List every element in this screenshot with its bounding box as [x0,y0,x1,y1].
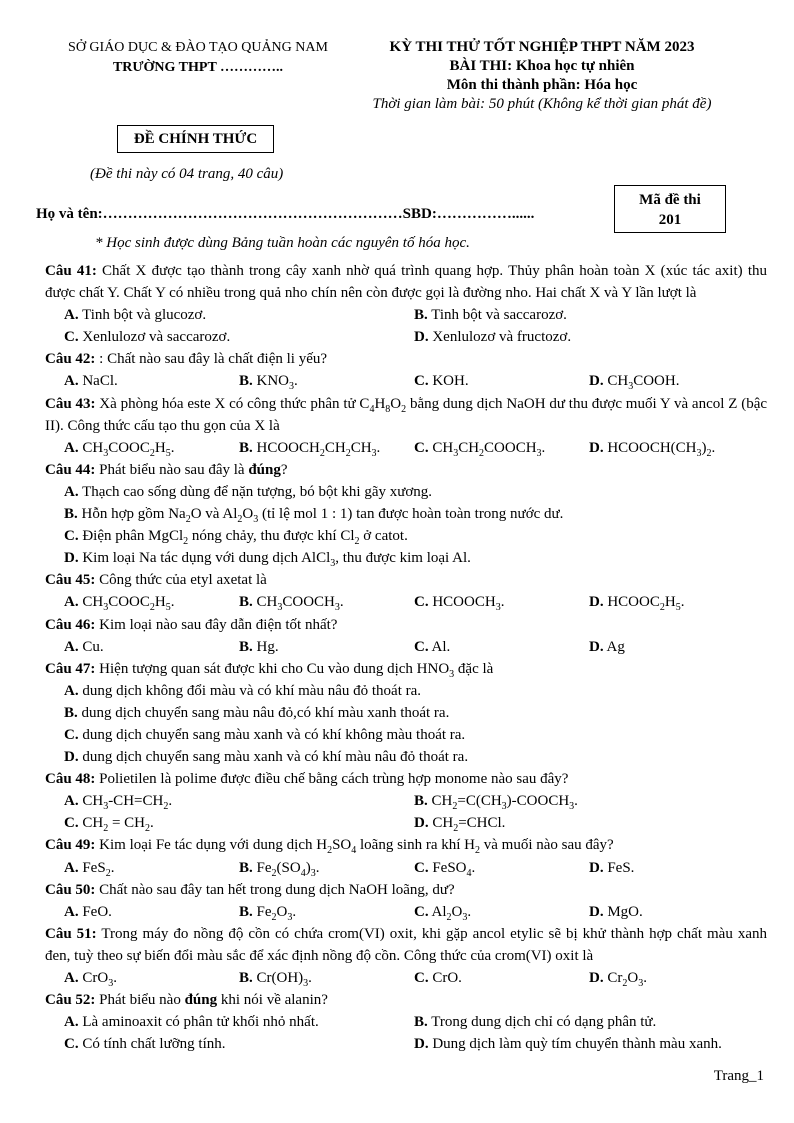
question-text: : Chất nào sau đây là chất điện li yếu? [95,351,328,368]
question-52 [45,989,767,1055]
option-letter: C. [414,638,429,655]
question-text: Xà phòng hóa este X có công thức phân tử $C_4H_8O_2$ bằng dung dịch NaOH dư thu được muối Y và ancol Z (bậc II). Công thức cấu tạo thu gọn của X là [45,395,768,434]
question-stem [45,989,767,1011]
question-text: Polietilen là polime được điều chế bằng cách trùng hợp monome nào sau đây? [95,771,569,788]
answer-option-d [589,901,764,923]
page-number: Trang_1 [713,1068,764,1084]
answer-option-c [64,812,414,834]
option-text: Thạch cao sống dùng để nặn tượng, bó bột khi gãy xương. [78,483,433,500]
option-text: dung dịch chuyển sang màu xanh và có khí màu nâu đỏ thoát ra. [78,749,469,766]
question-stem [45,459,767,481]
option-text: $CH_3COOC_2H_5$. [78,439,175,459]
option-letter: D. [589,970,604,986]
question-46 [45,614,767,658]
question-44 [45,459,767,569]
options-row [45,636,767,658]
option-letter: B. [414,793,428,810]
answer-option-c [414,967,589,989]
answer-option-a [64,636,239,658]
option-text: Là aminoaxit có phân tử khối nhỏ nhất. [78,1014,319,1031]
answer-option-d [414,1033,764,1055]
option-text: Có tính chất lưỡng tính. [78,1036,226,1053]
answer-option-d [45,547,767,569]
answer-option-d [589,636,764,658]
option-letter: B. [64,704,78,721]
option-text: KOH. [428,373,469,390]
subject-group: BÀI THI: Khoa học tự nhiên [449,58,635,74]
option-text: Xenlulozơ và saccarozơ. [78,329,231,346]
pages-note: (Đề thi này có 04 trang, 40 câu) [90,166,284,182]
question-label: Câu 44: [45,461,96,478]
option-letter: B. [239,903,253,920]
option-text: dung dịch không đổi màu và có khí màu nâu đỏ thoát ra. [78,682,422,699]
answer-option-a [64,967,239,989]
option-letter: D. [589,638,604,655]
option-letter: B. [414,307,428,324]
option-letter: D. [589,373,604,390]
answer-option-a [64,591,239,613]
option-text: FeS$_2$. [78,859,115,879]
option-text: $HCOOCH_2CH_2CH_3$. [252,439,381,459]
question-stem [45,569,767,591]
question-stem [45,768,767,790]
option-text: CrO$_3$. [78,970,117,989]
option-text: dung dịch chuyển sang màu nâu đỏ,có khí màu xanh thoát ra. [77,704,450,721]
answer-option-a [45,680,767,702]
option-letter: D. [589,439,604,456]
option-letter: D. [414,329,429,346]
question-text: Phát biểu nào đúng khi nói về alanin? [95,992,328,1009]
answer-option-c [414,591,589,613]
question-47 [45,658,767,768]
answer-option-c [64,1033,414,1055]
option-letter: D. [589,859,604,876]
options-row [45,812,767,834]
answer-option-c [414,437,589,459]
option-text: $CH_3CH_2COOCH_3$. [428,439,546,459]
answer-option-c [414,901,589,923]
candidate-info-line: Họ và tên:……………………………………………………SBD:……………...... [36,206,535,222]
answer-option-b [239,591,414,613]
option-text: Tinh bột và saccarozơ. [427,307,567,324]
option-letter: D. [589,903,604,920]
option-letter: D. [414,815,429,832]
option-text: Dung dịch làm quỳ tím chuyển thành màu xanh. [428,1036,722,1053]
answer-option-d [589,591,764,613]
option-letter: B. [64,506,78,523]
option-letter: C. [64,329,79,346]
option-text: $CH_3COOCH_3$. [252,594,344,614]
periodic-table-note: * Học sinh được dùng Bảng tuần hoàn các nguyên tố hóa học. [95,235,470,251]
option-letter: A. [64,859,79,876]
option-text: dung dịch chuyển sang màu xanh và có khí không màu thoát ra. [78,726,466,743]
question-label: Câu 45: [45,572,96,589]
option-letter: A. [64,638,79,655]
option-text: $HCOOCH(CH_3)_2$. [603,439,716,459]
question-stem [45,614,767,636]
option-letter: C. [64,726,79,743]
option-letter: A. [64,793,79,810]
answer-option-b [239,437,414,459]
department-name: SỞ GIÁO DỤC & ĐÀO TẠO QUẢNG NAM [68,40,328,55]
option-letter: A. [64,483,79,500]
exam-code-label: Mã đề thi [639,192,701,208]
question-41 [45,260,767,348]
question-text: Kim loại nào sau đây dẫn điện tốt nhất? [95,616,338,633]
question-list [45,260,767,1055]
header-left [38,38,358,78]
option-letter: C. [414,594,429,611]
answer-option-a [64,304,414,326]
option-letter: A. [64,903,79,920]
option-text: Hỗn hợp gồm $Na_2O$ và $Al_2O_3$ (tỉ lệ mol 1 : 1) tan được hoàn toàn trong nước dư. [77,506,564,526]
answer-option-d [589,437,764,459]
answer-option-a [45,481,767,503]
answer-option-a [64,437,239,459]
option-text: Điện phân MgCl$_2$ nóng chảy, thu được khí $Cl_2$ ở catot. [78,528,408,548]
options-row [45,790,767,812]
option-text: $CH_3-CH=CH_2$. [78,793,173,813]
question-stem [45,348,767,370]
answer-option-c [414,636,589,658]
question-label: Câu 48: [45,771,96,788]
question-42 [45,348,767,392]
option-text: Hg. [252,638,279,655]
option-text: Tinh bột và glucozơ. [78,307,207,324]
option-letter: C. [414,970,429,986]
answer-option-b [414,1011,764,1033]
option-text: $CH_2=CHCl$. [428,815,506,835]
question-text: Chất X được tạo thành trong cây xanh nhờ quá trình quang hợp. Thủy phân hoàn toàn X (xúc tác axit) thu được chất Y. Chất Y có nhiều trong quả nho chín nên còn được gọi là đường nho. Hai chất X và Y lần lượt là [45,263,767,302]
question-45 [45,569,767,613]
option-letter: A. [64,970,79,986]
option-text: Cu. [78,638,104,655]
answer-option-c [64,326,414,348]
answer-option-c [45,525,767,547]
option-text: $KNO_3$. [252,373,298,393]
answer-option-c [45,724,767,746]
option-letter: C. [64,1036,79,1053]
option-letter: D. [64,749,79,766]
option-text: CrO. [428,970,462,986]
question-48 [45,768,767,834]
option-text: Xenlulozơ và fructozơ. [428,329,572,346]
options-row [45,370,767,392]
question-label: Câu 47: [45,660,96,677]
answer-option-b [239,636,414,658]
option-text: FeS. [603,859,635,876]
answer-option-d [414,812,764,834]
exam-code-box [614,185,726,233]
question-stem [45,834,767,856]
options-row [45,857,767,879]
options-row [45,591,767,613]
answer-option-a [64,370,239,392]
option-letter: C. [64,815,79,832]
option-text: $HCOOC_2H_5$. [603,594,685,614]
option-letter: D. [64,550,79,567]
option-letter: A. [64,373,79,390]
option-letter: B. [239,859,253,876]
option-text: $CH_2=C(CH_3)-COOCH_3$. [427,793,578,813]
answer-option-a [64,857,239,879]
option-letter: A. [64,307,79,324]
answer-option-d [414,326,764,348]
option-text: FeSO$_4$. [428,859,476,879]
option-letter: C. [414,439,429,456]
exam-title: KỲ THI THỬ TỐT NGHIỆP THPT NĂM 2023 [389,39,695,55]
option-text: MgO. [603,903,643,920]
question-stem [45,658,767,680]
answer-option-b [239,370,414,392]
answer-option-b [45,702,767,724]
question-text: Trong máy đo nồng độ cồn có chứa crom(VI) oxit, khi gặp ancol etylic sẽ bị khử thành hợp chất màu xanh đen, tuỳ theo sự biến đổi màu sắc để xác định nồng độ cồn. Công thức của crom(VI) oxit là [45,925,767,964]
question-stem [45,923,767,967]
option-text: NaCl. [78,373,118,390]
option-letter: B. [239,594,253,611]
options-row [45,437,767,459]
answer-option-b [239,901,414,923]
answer-option-d [45,746,767,768]
answer-option-d [589,967,764,989]
answer-option-d [589,857,764,879]
question-49 [45,834,767,878]
option-text: Trong dung dịch chỉ có dạng phân tử. [427,1014,657,1031]
option-letter: C. [414,373,429,390]
option-letter: C. [414,903,429,920]
option-letter: B. [239,439,253,456]
answer-option-a [64,790,414,812]
question-50 [45,879,767,923]
school-name: TRƯỜNG THPT ………….. [112,60,284,75]
option-text: $CH_3COOC_2H_5$. [78,594,175,614]
option-letter: C. [64,528,79,545]
option-letter: B. [239,373,253,390]
option-letter: B. [239,638,253,655]
option-letter: D. [589,594,604,611]
answer-option-a [64,1011,414,1033]
answer-option-d [589,370,764,392]
time-limit: Thời gian làm bài: 50 phút (Không kể thời gian phát đề) [372,96,712,112]
answer-option-b [45,503,767,525]
exam-code: 201 [658,212,682,228]
question-label: Câu 43: [45,395,96,412]
options-row [45,304,767,326]
official-exam-label: ĐỀ CHÍNH THỨC [117,125,274,153]
question-stem [45,260,767,304]
option-letter: B. [239,970,253,986]
option-text: $Fe_2(SO_4)_3$. [252,859,320,879]
options-row [45,1033,767,1055]
options-row [45,967,767,989]
option-text: $HCOOCH_3$. [428,594,505,614]
option-letter: A. [64,439,79,456]
question-stem [45,879,767,901]
question-label: Câu 52: [45,992,96,1009]
option-letter: B. [414,1014,428,1031]
option-text: Kim loại Na tác dụng với dung dịch AlCl$_3$, thu được kim loại Al. [78,550,471,570]
answer-option-b [414,790,764,812]
question-text: Chất nào sau đây tan hết trong dung dịch NaOH loãng, dư? [95,881,455,898]
question-label: Câu 41: [45,263,97,279]
option-letter: A. [64,594,79,611]
answer-option-c [414,857,589,879]
option-text: Al. [428,638,451,655]
answer-option-b [239,857,414,879]
option-text: FeO. [78,903,112,920]
question-label: Câu 49: [45,837,96,854]
option-text: $Fe_2O_3$. [252,903,297,923]
option-text: $CH_3COOH$. [603,373,680,393]
option-text: $Cr_2O_3$. [603,970,647,989]
question-text: Công thức của etyl axetat là [95,572,267,589]
option-letter: C. [414,859,429,876]
option-text: $CH_2 = CH_2$. [78,815,154,835]
question-stem [45,393,767,437]
option-letter: A. [64,682,79,699]
option-text: $Al_2O_3$. [428,903,472,923]
answer-option-c [414,370,589,392]
answer-option-b [239,967,414,989]
question-43 [45,393,767,459]
options-row [45,901,767,923]
question-label: Câu 51: [45,925,97,942]
question-text: Phát biểu nào sau đây là đúng? [95,461,288,478]
question-label: Câu 42: [45,351,96,368]
option-text: Ag [603,638,625,655]
subject: Môn thi thành phần: Hóa học [446,77,638,93]
question-label: Câu 46: [45,616,96,633]
header-right [352,38,732,114]
options-row [45,326,767,348]
question-51 [45,923,767,989]
option-text: $Cr(OH)_3$. [252,970,312,989]
answer-option-a [64,901,239,923]
question-label: Câu 50: [45,881,96,898]
option-letter: A. [64,1014,79,1031]
option-letter: D. [414,1036,429,1053]
question-text: Kim loại Fe tác dụng với dung dịch $H_2SO_4$ loãng sinh ra khí $H_2$ và muối nào sau đây? [95,837,614,857]
question-text: Hiện tượng quan sát được khi cho Cu vào dung dịch $HNO_3$ đặc là [95,660,494,680]
answer-option-b [414,304,764,326]
options-row [45,1011,767,1033]
